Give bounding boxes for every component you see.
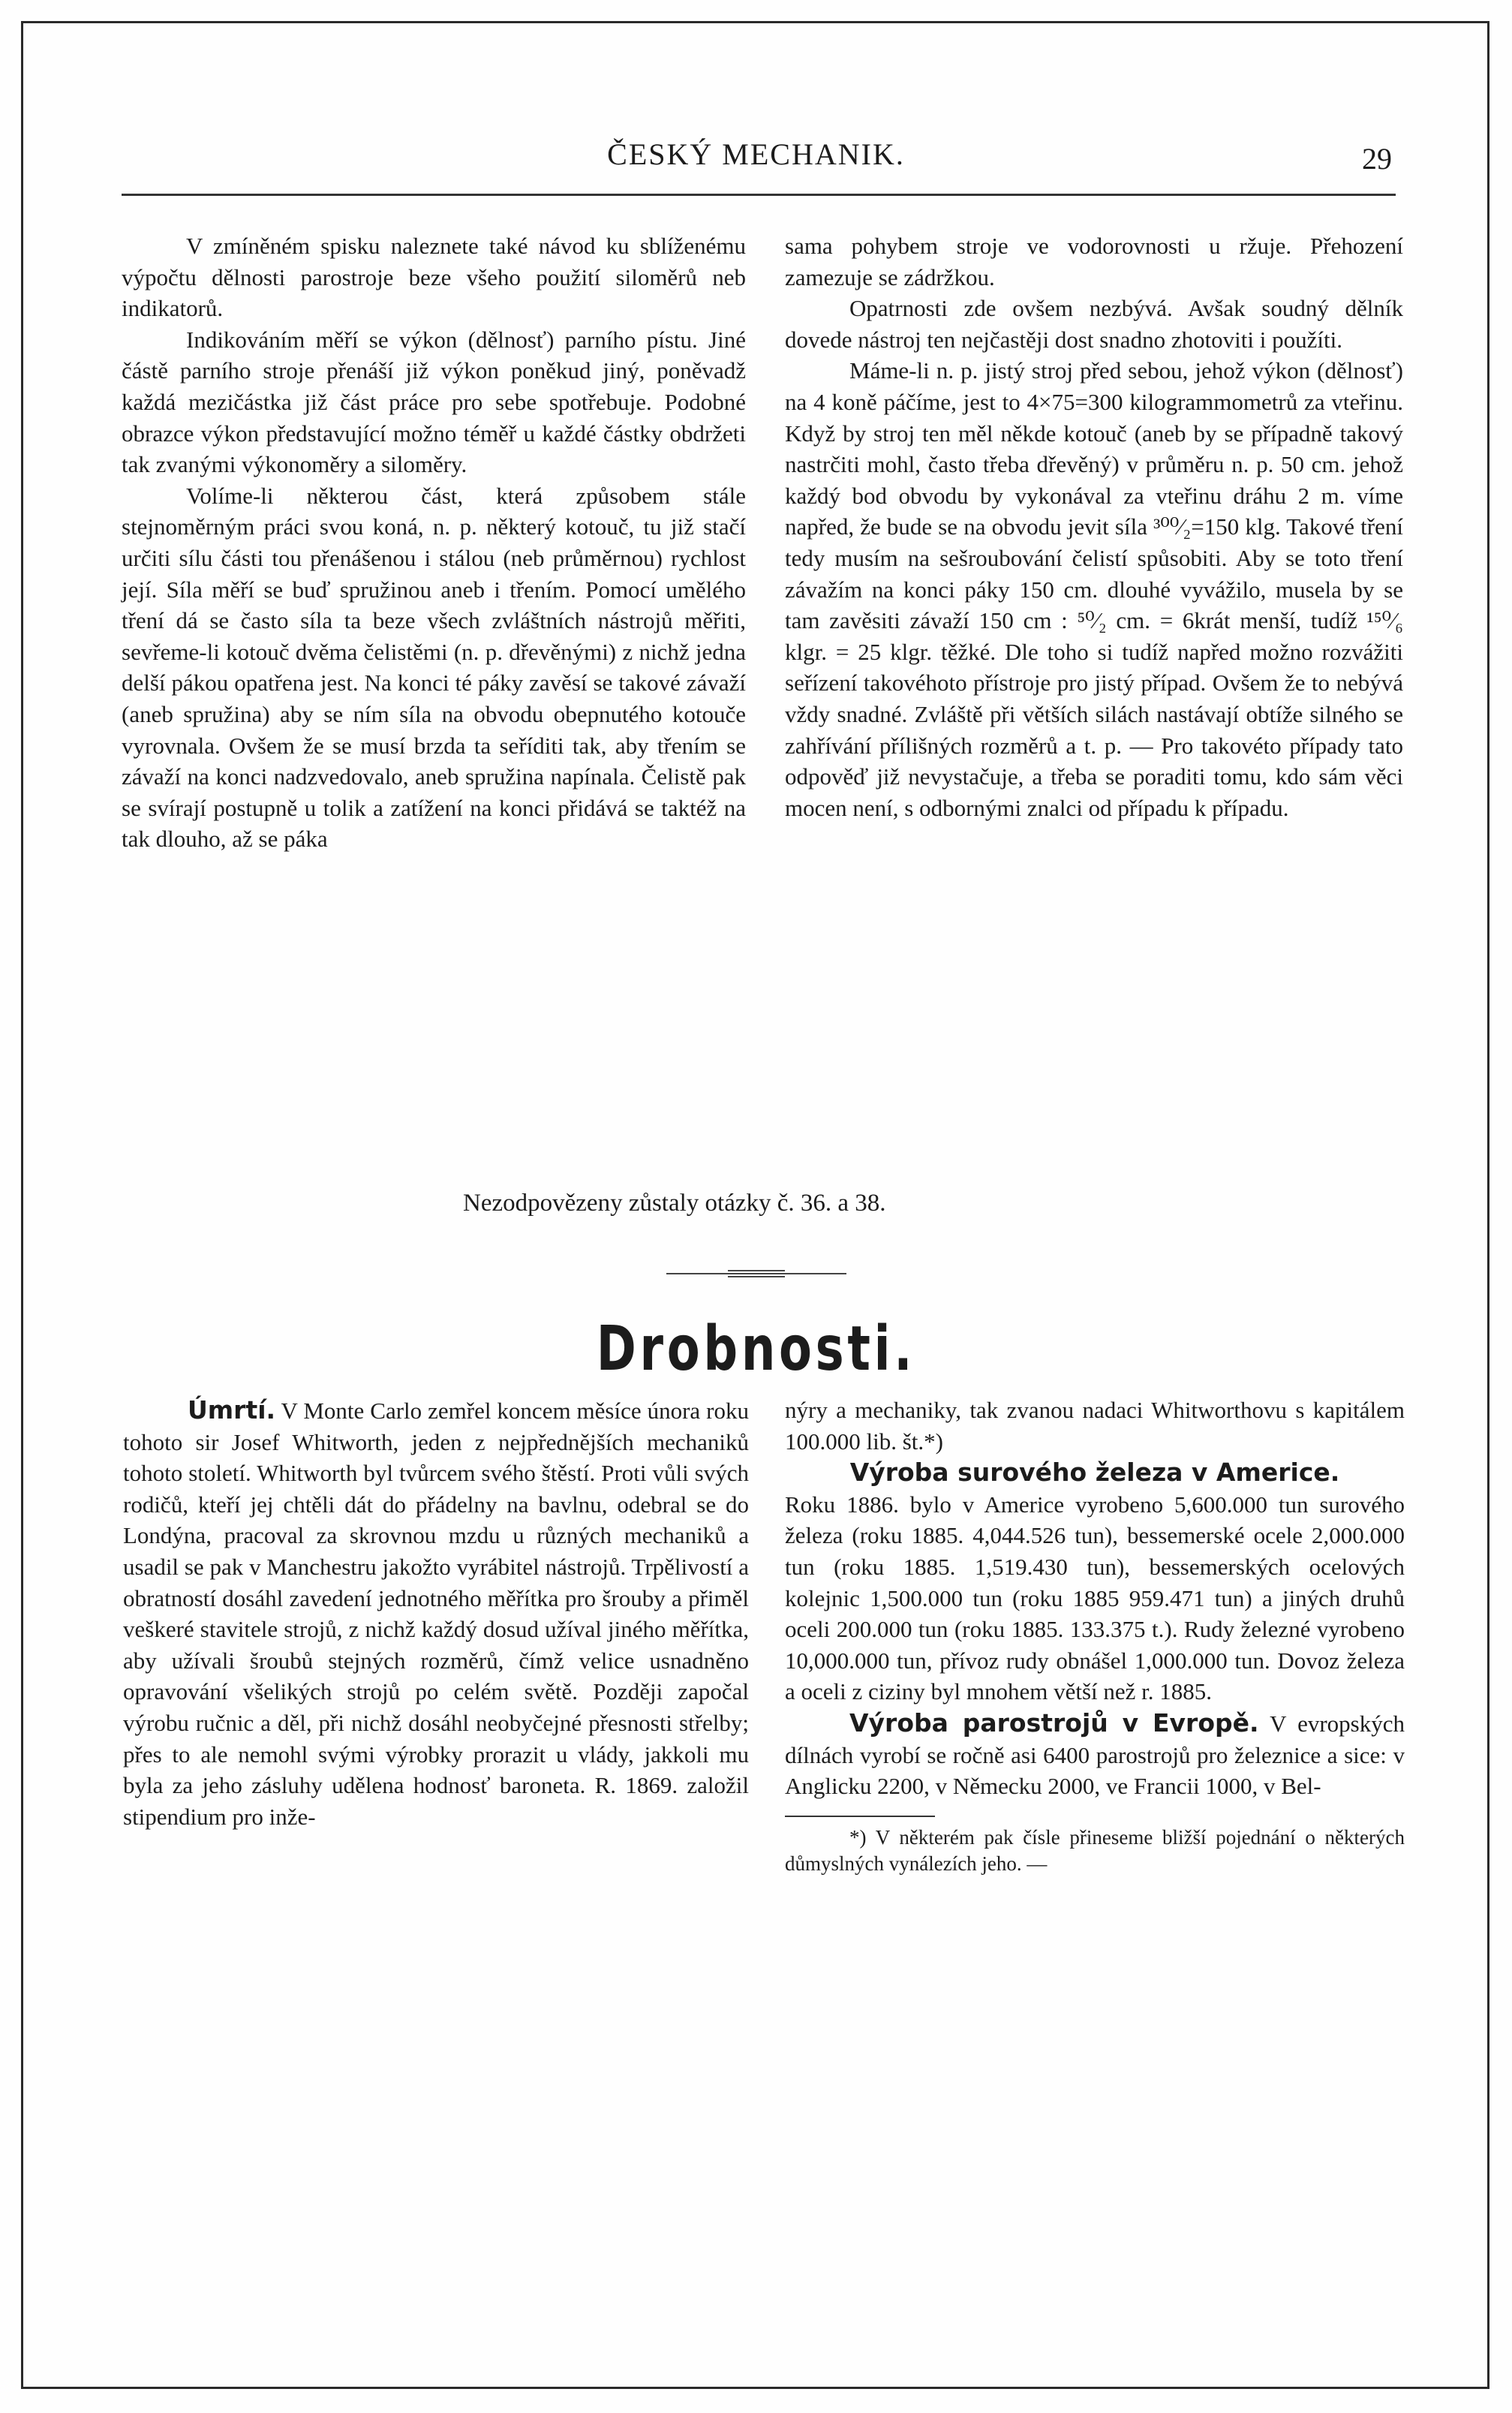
article-left-column — [122, 230, 746, 855]
death-lead: Úmrtí. — [188, 1395, 276, 1425]
paragraph: Roku 1886. bylo v Americe vyrobeno 5,600.000 tun surového železa (roku 1885. 4,044.526 tun), bessemerské ocele 2,000.000 tun (roku 1885. 1,519.430 tun), bessemerských ocelových kolejnic 1,500.000 tun (roku 1885 959.471 tun) a jiných druhů oceli 200.000 tun (roku 1885. 133.375 t.). Rudy železné vyrobeno 10,000.000 tun, přívoz rudy obnášel 1,000.000 tun. Dovoz železa a oceli z ciziny byl mnohem větší než r. 1885. — [785, 1491, 1405, 1705]
footnote: *) V některém pak čísle přineseme bližší pojednání o některých důmyslných vynálezích jeho. — — [785, 1825, 1405, 1875]
paragraph: sama pohybem stroje ve vodorovnosti u ržuje. Přehození zamezuje se zádržkou. — [785, 233, 1403, 290]
steam-heading: Výroba parostrojů v Evropě. — [849, 1707, 1259, 1738]
article-right-column — [785, 230, 1403, 823]
notes-right-column — [785, 1395, 1405, 1877]
page-number: 29 — [1362, 142, 1392, 176]
header-rule — [122, 194, 1396, 196]
section-divider — [666, 1268, 846, 1279]
paragraph — [785, 1707, 1405, 1802]
paragraph: Indikováním měří se výkon (dělnosť) parního pístu. Jiné částě parního stroje přenáší již výkon poněkud jiný, poněvadž každá mezičástka již část práce pro sebe spotřebuje. Podobné obrazce výkon představující možno téměř u každé částky obdržeti tak zvanými výkonoměry a siloměry. — [122, 326, 746, 478]
paragraph: nýry a mechaniky, tak zvanou nadaci Whitworthovu s kapitálem 100.000 lib. št.*) — [785, 1397, 1405, 1455]
paragraph: Máme-li n. p. jistý stroj před sebou, jehož výkon (dělnosť) na 4 koně páčíme, jest to 4×75=300 kilogrammometrů za vteřinu. Když by stroj ten měl někde kotouč (aneb by se případně takový nastrčiti mohl, často třeba dřevěný) v průměru n. p. 50 cm. jehož každý bod obvodu by vykonával za vteřinu dráhu 2 m. víme napřed, že bude se na obvodu jevit síla ³⁰⁰⁄₂=150 klg. Takové tření tedy musím na sešroubování čelistí spůsobiti. Aby se toto tření závažím na konci páky 150 cm. dlouhé vyvážilo, musela by se tam zavěsiti závaží 150 cm : ⁵⁰⁄₂ cm. = 6krát menší, tudíž ¹⁵⁰⁄₆ klgr. = 25 klgr. těžké. Dle toho si tudíž napřed možno rozvážiti seřízení takovéhoto přístroje pro jistý případ. Ovšem že to nebývá vždy snadné. Zvláště při větších silách nastávají obtíže silného se zahřívání přílišných rozměrů a t. p. — Pro takovéto případy tato odpověď již nevystačuje, a třeba se poraditi tomu, kdo sám věci mocen není, s odbornými znalci od případu k případu. — [785, 357, 1403, 821]
section-title: Drobnosti. — [596, 1313, 916, 1385]
running-title: ČESKÝ MECHANIK. — [607, 137, 905, 171]
closing-note: Nezodpovězeny zůstaly otázky č. 36. a 38. — [463, 1190, 886, 1217]
steam-text: V evropských dílnách vyrobí se ročně asi 6400 parostrojů pro železnice a sice: v Anglicku 2200, v Německu 2000, ve Francii 1000, v Bel- — [785, 1710, 1405, 1800]
paragraph: Volíme-li některou část, která způsobem stále stejnoměrným práci svou koná, n. p. některý kotouč, tu již stačí určiti sílu části tou přenášenou i stálou (neb průměrnou) rychlost její. Síla měří se buď spružinou aneb i třením. Pomocí umělého tření dá se často síla ta beze všech zvláštních nástrojů měřiti, sevřeme-li kotouč dvěma čelistěmi (n. p. dřevěnými) z nichž jedna delší pákou opatřena jest. Na konci té páky zavěsí se takové závaží (aneb spružina) aby se ním síla na obvodu obepnutého kotouče vyrovnala. Ovšem že se musí brzda ta seříditi tak, aby třením se závaží na konci nadzvedovalo, aneb spružina napínala. Čelistě pak se svírají postupně u tolik a zatížení na konci přidává se taktéž na tak dlouho, až se páka — [122, 482, 746, 853]
notes-left-column — [123, 1395, 749, 1832]
footnote-rule — [785, 1816, 935, 1817]
paragraph — [123, 1395, 749, 1832]
paragraph: Opatrnosti zde ovšem nezbývá. Avšak soudný dělník dovede nástroj ten nejčastěji dost snadno zhotoviti i použíti. — [785, 295, 1403, 353]
death-text: V Monte Carlo zemřel koncem měsíce února roku tohoto sir Josef Whitworth, jeden z nejpřednějších mechaniků tohoto století. Whitworth byl tvůrcem svého štěstí. Proti vůli svých rodičů, kteří jej chtěli dát do přádelny na bavlnu, odebral se do Londýna, pracoval za skrovnou mzdu u různých mechaniků a usadil se pak v Manchestru jakožto vyrábitel nástrojů. Trpělivostí a obratností dosáhl zavedení jednotného měřítka pro šrouby a přiměl veškeré stavitele strojů, z nichž každý dosud užíval jiného měřítka, aby užívali šroubů stejných rozměrů, čímž velice usnadněno opravování všelikých strojů po celém světě. Později započal výrobu ručnic a děl, při nichž dosáhl neobyčejné přesnosti střelby; přes to ale nemohl svými výrobky prorazit u vlády, jakkoli mu byla za jeho zásluhy udělena hodnosť baroneta. R. 1869. založil stipendium pro inže- — [123, 1398, 749, 1830]
iron-heading: Výroba surového železa v Americe. — [849, 1458, 1340, 1488]
paragraph: V zmíněném spisku naleznete také návod ku sblíženému výpočtu dělnosti parostroje beze všeho použití siloměrů neb indikatorů. — [122, 233, 746, 322]
